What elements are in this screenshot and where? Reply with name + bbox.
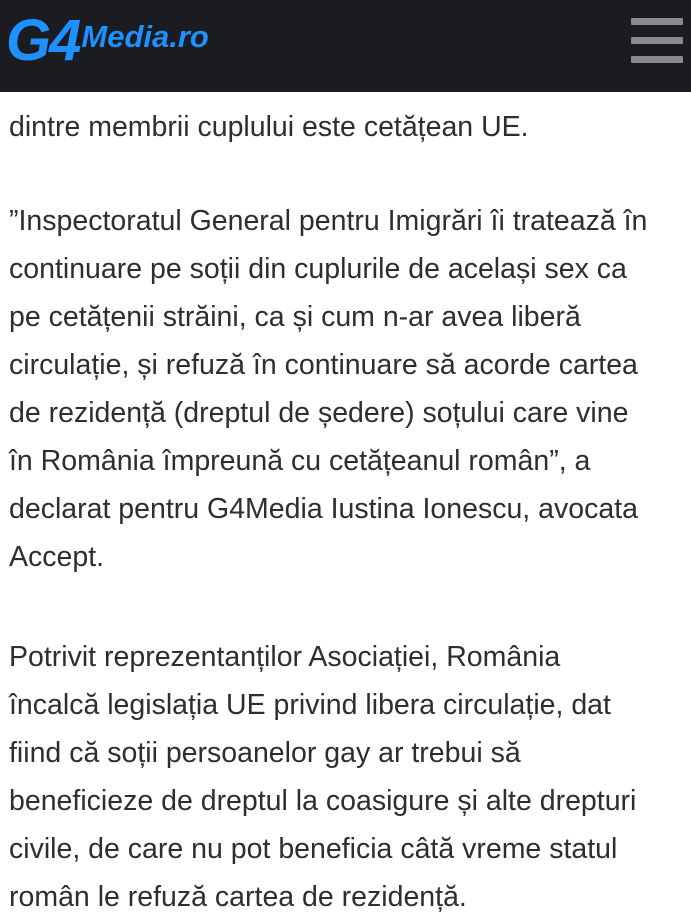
paragraph-line: de rezidență (dreptul de ședere) soțului care vine	[9, 397, 629, 429]
site-header	[0, 0, 691, 92]
paragraph-line: continuare pe soții din cuplurile de același sex ca	[9, 253, 627, 285]
paragraph-line: încalcă legislația UE privind libera circulație, dat	[9, 689, 611, 721]
paragraph-line: în România împreună cu cetățeanul român”, a	[9, 445, 591, 477]
menu-bar	[631, 37, 683, 44]
paragraph-line: beneficieze de dreptul la coasigure și alte drepturi	[9, 785, 637, 817]
hamburger-menu-icon[interactable]	[631, 18, 683, 64]
paragraph-line: circulație, și refuză în continuare să acorde cartea	[9, 349, 638, 381]
paragraph-line: fiind că soții persoanelor gay ar trebui să	[9, 737, 521, 769]
paragraph-line: Potrivit reprezentanților Asociației, România	[9, 641, 561, 673]
paragraph-line: dintre membrii cuplului este cetățean UE.	[9, 111, 529, 143]
article-paragraph	[9, 633, 689, 919]
paragraph-line: român le refuză cartea de rezidență.	[9, 881, 467, 913]
logo-g4-text: G4	[6, 8, 80, 73]
paragraph-line: civile, de care nu pot beneficia câtă vreme statul	[9, 833, 618, 865]
paragraph-line: declarat pentru G4Media Iustina Ionescu, avocata	[9, 493, 638, 525]
paragraph-line: pe cetățenii străini, ca și cum n-ar avea liberă	[9, 301, 581, 333]
logo-media-text: Media.ro	[81, 19, 209, 54]
article-paragraph	[9, 103, 689, 151]
paragraph-line: ”Inspectoratul General pentru Imigrări îi tratează în	[9, 205, 648, 237]
site-logo[interactable]	[6, 6, 209, 76]
menu-bar	[631, 18, 683, 25]
menu-bar	[631, 56, 683, 63]
paragraph-line: Accept.	[9, 541, 105, 573]
article-paragraph-quote	[9, 197, 689, 581]
